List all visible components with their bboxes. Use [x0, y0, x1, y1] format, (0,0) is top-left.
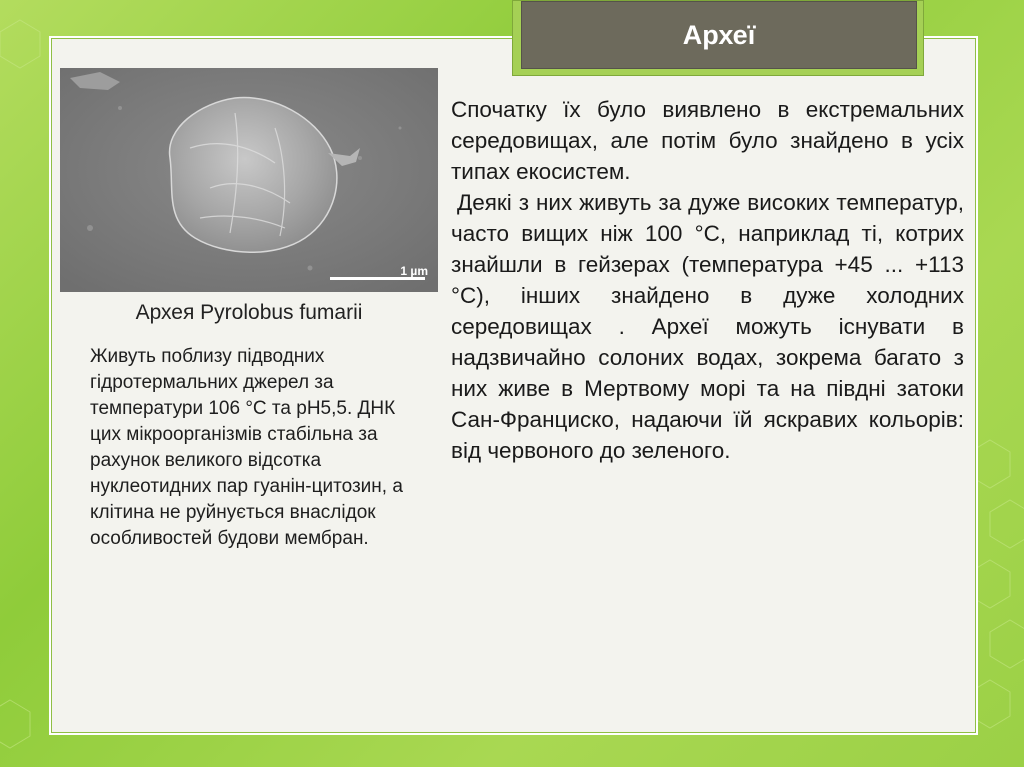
archaea-micrograph-image	[60, 68, 438, 292]
title-bar	[521, 1, 917, 69]
title-banner	[512, 0, 924, 76]
left-description-text: Живуть поблизу підводних гідротермальних джерел за температури 106 °С та рН5,5. ДНК цих мікроорганізмів стабільна за рахунок великого відсотка нуклеотидних пар гуанін-цитозин, а клітина не руйнується внаслідок особливостей будови мембран.	[90, 346, 403, 549]
image-caption: Архея Pyrolobus fumarii	[135, 301, 363, 324]
scale-bar-label: 1 µm	[400, 264, 428, 278]
slide-title: Археї	[682, 19, 756, 50]
paragraph-2: Деякі з них живуть за дуже високих температур, часто вищих ніж 100 °С, наприклад ті, котрих знайшли в гейзерах (температура +45 ... +113 °С), інших знайдено в дуже холодних середовищах . Археї можуть існувати в надзвичайно солоних водах, зокрема багато з них живе в Мертвому морі та на півдні затоки Сан-Франциско, надаючи їй яскравих кольорів: від червоного до зеленого.	[451, 190, 964, 463]
paragraph-1: Спочатку їх було виявлено в екстремальних середовищах, але потім було знайдено в усіх типах екосистем.	[451, 97, 964, 184]
main-text-block	[451, 94, 964, 466]
